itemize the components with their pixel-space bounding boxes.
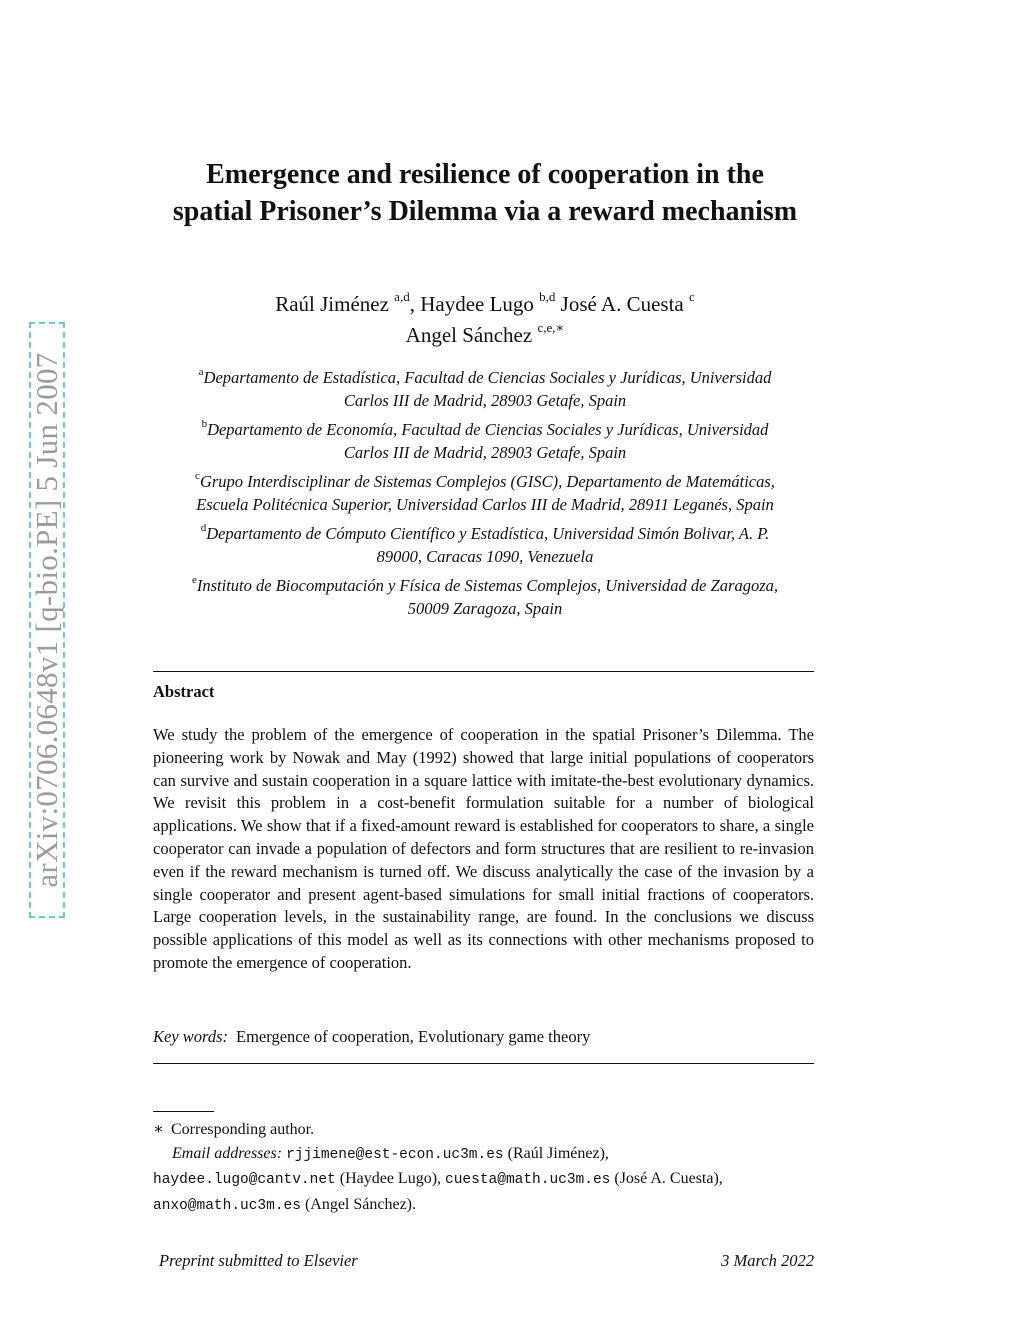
email-owner-4: (Angel Sánchez). bbox=[304, 1195, 416, 1213]
arxiv-identifier: arXiv:0706.0648v1 [q-bio.PE] 5 Jun 2007 bbox=[29, 352, 64, 888]
abstract-body: We study the problem of the emergence of cooperation in the spatial Prisoner’s Dilemma. The pioneering work by Nowak and May (1992) showed that large initial populations of cooperators can survive and sustain cooperation in a square lattice with imitate-the-best evolutionary dynamics. We revisit this problem in a cost-benefit formulation suitable for a number of biological applications. We show that if a fixed-amount reward is established for cooperators to share, a single cooperator can invade a population of defectors and form structures that are resilient to re-invasion even if the reward mechanism is turned off. We discuss analytically the case of the invasion by a single cooperator and present agent-based simulations for small initial fractions of cooperators. Large cooperation levels, in the sustainability range, are found. In the conclusions we discuss possible applications of this model as well as its connections with other mechanisms proposed to promote the emergence of cooperation. bbox=[153, 725, 814, 972]
email-address-3[interactable]: cuesta@math.uc3m.es bbox=[445, 1172, 611, 1188]
author-name: Angel Sánchez bbox=[405, 323, 533, 347]
affiliation-line: Escuela Politécnica Superior, Universidad Carlos III de Madrid, 28911 Leganés, Spain bbox=[196, 495, 774, 514]
affiliation-mark: e bbox=[192, 573, 197, 586]
author-name: José A. Cuesta bbox=[560, 292, 684, 316]
email-address-2[interactable]: haydee.lugo@cantv.net bbox=[153, 1172, 336, 1188]
email-address-1[interactable]: rjjimene@est-econ.uc3m.es bbox=[286, 1146, 504, 1163]
author-name: Haydee Lugo bbox=[420, 292, 534, 316]
email-line-1 bbox=[153, 1142, 814, 1168]
affiliation-line: Carlos III de Madrid, 28903 Getafe, Spain bbox=[343, 391, 627, 410]
keywords bbox=[153, 1027, 590, 1047]
email-owner-2: (Haydee Lugo), bbox=[339, 1170, 442, 1187]
affiliation-a bbox=[145, 366, 825, 412]
affiliation-mark: d bbox=[200, 521, 207, 534]
footnotes bbox=[153, 1118, 814, 1218]
author-name: Raúl Jiménez bbox=[275, 292, 389, 316]
email-owner-1: (Raúl Jiménez), bbox=[507, 1144, 609, 1162]
affiliation-line: Departamento de Estadística, Facultad de Ciencias Sociales y Jurídicas, Universidad bbox=[203, 368, 772, 387]
author-separator: , bbox=[409, 292, 415, 316]
affiliation-b bbox=[145, 418, 825, 464]
corresponding-author-note: Corresponding author. bbox=[171, 1121, 315, 1138]
email-owner-3: (José A. Cuesta), bbox=[614, 1170, 723, 1187]
affiliation-mark: b bbox=[201, 417, 208, 430]
affiliation-mark: a bbox=[198, 365, 204, 378]
affiliation-line: Departamento de Economía, Facultad de Ciencias Sociales y Jurídicas, Universidad bbox=[207, 420, 769, 439]
arxiv-sidebar-stamp bbox=[29, 322, 65, 918]
author-line-1 bbox=[150, 289, 820, 320]
abstract-bottom-rule bbox=[153, 1063, 814, 1064]
footer-preprint-note: Preprint submitted to Elsevier bbox=[159, 1251, 358, 1270]
email-line-2 bbox=[153, 1167, 814, 1193]
affiliation-c bbox=[145, 470, 825, 516]
author-affiliation-mark: c,e,∗ bbox=[537, 320, 565, 335]
keywords-value: Emergence of cooperation, Evolutionary game theory bbox=[236, 1027, 591, 1046]
author-line-2 bbox=[150, 320, 820, 351]
abstract-top-rule bbox=[153, 671, 814, 672]
affiliation-line: Carlos III de Madrid, 28903 Getafe, Spain bbox=[343, 443, 627, 462]
affiliation-line: Departamento de Cómputo Científico y Estadística, Universidad Simón Bolivar, A. P. bbox=[206, 524, 770, 543]
paper-title bbox=[140, 156, 830, 230]
keywords-label: Key words: bbox=[153, 1027, 229, 1046]
title-line-1: Emergence and resilience of cooperation in the bbox=[206, 159, 764, 190]
affiliation-mark: c bbox=[195, 469, 200, 482]
footer-date: 3 March 2022 bbox=[721, 1251, 814, 1270]
author-affiliation-mark: a,d bbox=[394, 289, 410, 304]
author-list bbox=[150, 289, 820, 351]
email-line-3 bbox=[153, 1193, 814, 1219]
affiliation-line: Instituto de Biocomputación y Física de Sistemas Complejos, Universidad de Zaragoza, bbox=[196, 576, 778, 595]
affiliation-d bbox=[145, 522, 825, 568]
affiliation-e bbox=[145, 574, 825, 620]
email-address-4[interactable]: anxo@math.uc3m.es bbox=[153, 1197, 301, 1214]
footnote-rule bbox=[153, 1111, 214, 1112]
footnote-corresponding bbox=[153, 1118, 814, 1142]
title-line-2: spatial Prisoner’s Dilemma via a reward mechanism bbox=[172, 196, 798, 227]
affiliation-line: Grupo Interdisciplinar de Sistemas Complejos (GISC), Departamento de Matemáticas, bbox=[199, 472, 775, 491]
affiliation-line: 89000, Caracas 1090, Venezuela bbox=[376, 547, 594, 566]
email-label: Email addresses: bbox=[172, 1144, 283, 1162]
abstract-heading: Abstract bbox=[153, 682, 215, 701]
footnote-star: ∗ bbox=[153, 1121, 164, 1138]
author-affiliation-mark: c bbox=[689, 289, 695, 304]
affiliation-line: 50009 Zaragoza, Spain bbox=[407, 599, 563, 618]
author-affiliation-mark: b,d bbox=[539, 289, 556, 304]
